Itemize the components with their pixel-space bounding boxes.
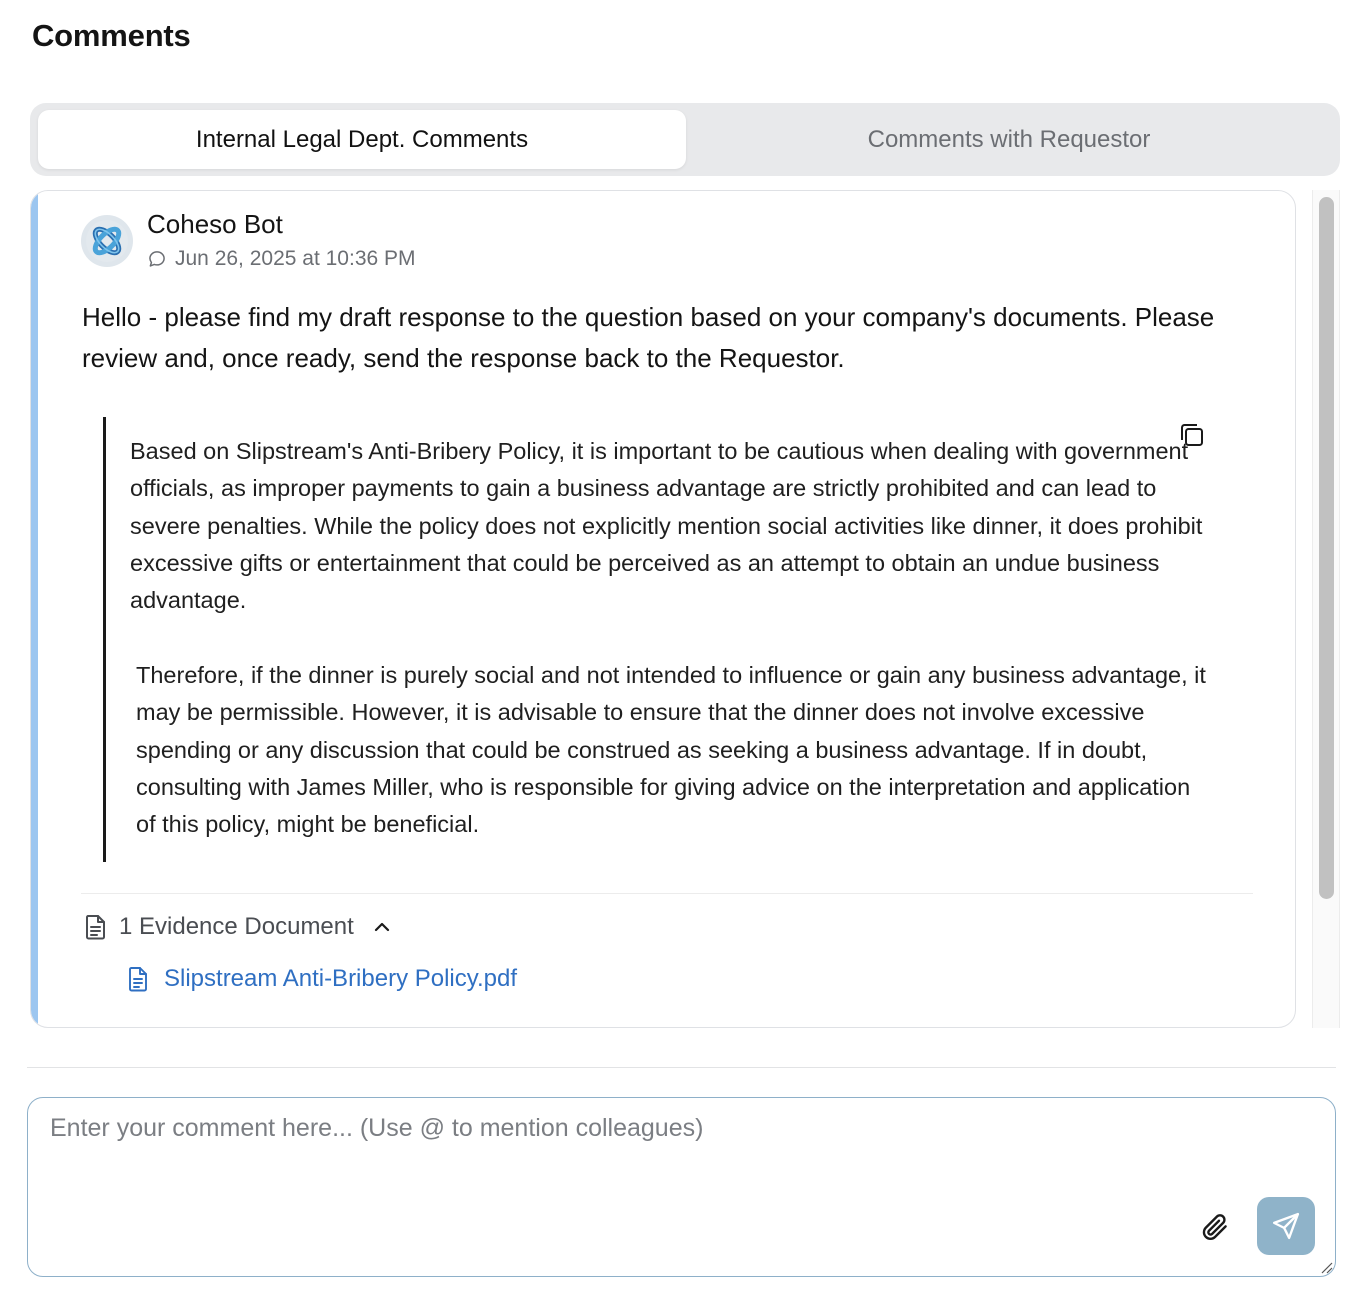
copy-button[interactable] [1177, 420, 1207, 450]
attach-button[interactable] [1198, 1210, 1232, 1244]
chevron-up-icon [370, 915, 394, 939]
evidence-toggle[interactable] [81, 913, 394, 941]
comment-author: Coheso Bot [147, 209, 283, 239]
paperclip-icon [1200, 1212, 1230, 1242]
comment-card [30, 190, 1296, 1028]
tab-internal-legal-comments[interactable]: Internal Legal Dept. Comments [38, 110, 686, 169]
draft-paragraph: Therefore, if the dinner is purely social and not intended to influence or gain any business advantage, it may be permissible. However, it is advisable to ensure that the dinner does not involve excessive spending or any discussion that could be construed as seeking a business advantage. If in doubt, consulting with James Miller, who is responsible for giving advice on the interpretation and application of this policy, might be beneficial. [136, 662, 1206, 838]
evidence-document-name: Slipstream Anti-Bribery Policy.pdf [164, 965, 518, 992]
avatar [81, 215, 133, 267]
page-title: Comments [32, 18, 191, 53]
draft-paragraph: Based on Slipstream's Anti-Bribery Policy, it is important to be cautious when dealing with government officials, as improper payments to gain a business advantage are strictly prohibited and can lead to severe penalties. While the policy does not explicitly mention social activities like dinner, it does prohibit excessive gifts or entertainment that could be perceived as an attempt to obtain an undue business advantage. [130, 438, 1203, 614]
copy-icon [1177, 420, 1207, 450]
timestamp-text: Jun 26, 2025 at 10:36 PM [175, 247, 416, 270]
coheso-logo-icon [85, 219, 129, 263]
pdf-document-icon [126, 966, 150, 992]
composer-divider [27, 1067, 1336, 1068]
scrollbar-thumb[interactable] [1319, 197, 1334, 899]
evidence-label: 1 Evidence Document [119, 913, 354, 940]
send-icon [1271, 1211, 1301, 1241]
comment-intro-text: Hello - please find my draft response to the question based on your company's documents. Please review and, once ready, send the response back to the Requestor. [82, 302, 1215, 373]
resize-grip-icon[interactable] [1319, 1260, 1333, 1274]
tab-comments-with-requestor[interactable]: Comments with Requestor [867, 125, 1151, 153]
document-icon [81, 913, 109, 941]
evidence-document-link[interactable] [126, 965, 517, 993]
draft-response-quote [103, 417, 1233, 862]
comments-scrollbar[interactable] [1312, 190, 1340, 1028]
comment-accent-bar [31, 191, 38, 1027]
send-button[interactable] [1257, 1197, 1315, 1255]
comment-input[interactable] [50, 1114, 1210, 1174]
evidence-divider [81, 893, 1253, 894]
comment-composer [27, 1097, 1336, 1277]
comment-tabs [30, 103, 1340, 176]
comment-timestamp [147, 247, 416, 271]
message-bubble-icon [147, 249, 167, 269]
